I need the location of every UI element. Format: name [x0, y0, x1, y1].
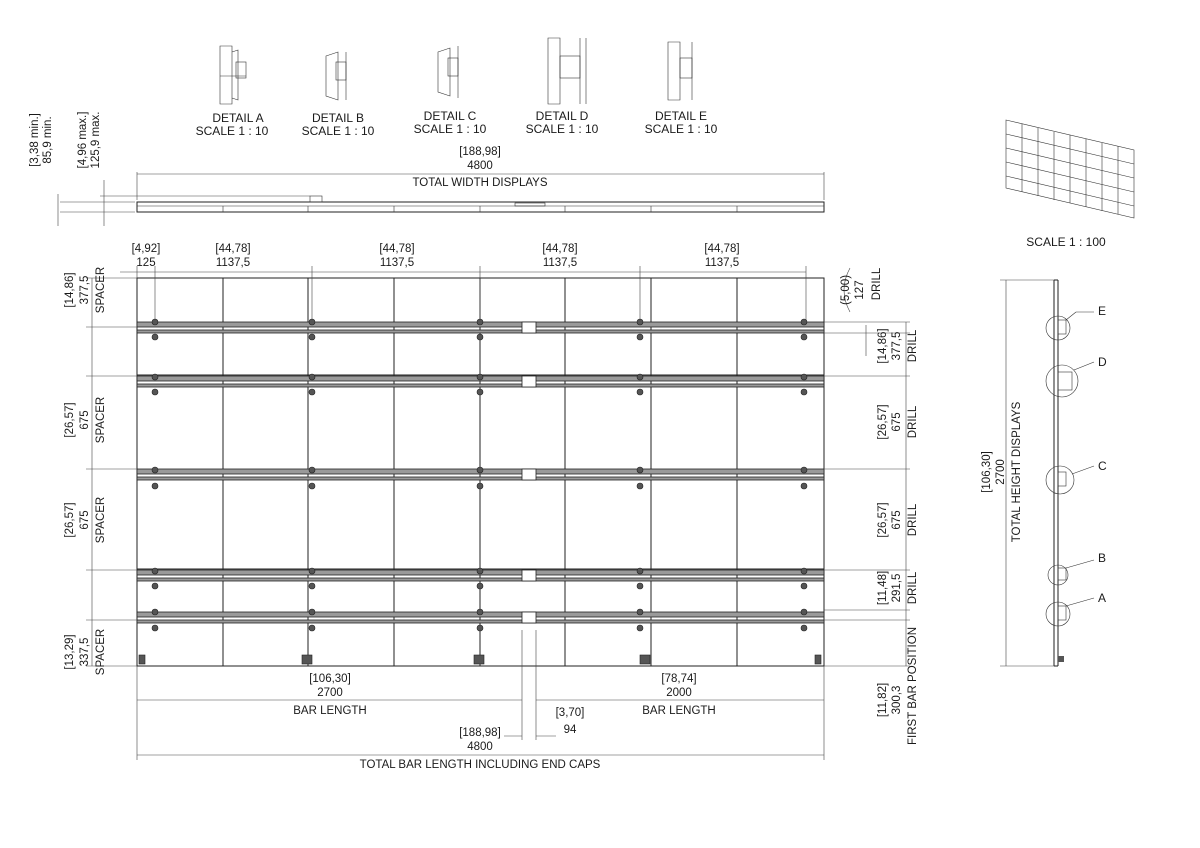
detail-e-name: DETAIL E: [654, 109, 708, 123]
top-dim-3-mm: 1137,5: [379, 257, 415, 269]
top-dim-4-mm: 1137,5: [542, 257, 578, 269]
right-dim-1-in: (5,00): [840, 274, 852, 306]
total-bar-mm: 4800: [467, 741, 493, 753]
left-dim-1-mm: 377,5: [79, 275, 91, 305]
right-dim-2-mm: 377,5: [891, 331, 903, 361]
gap-in: [3,70]: [555, 707, 585, 719]
depth-min-mm: 85,9 min.: [42, 116, 54, 164]
right-dim-5-in: [11,48]: [877, 570, 889, 606]
bar2-mm: 2000: [666, 687, 692, 699]
left-dimension-lines: [86, 278, 137, 666]
side-callout-d: [1046, 362, 1094, 397]
detail-c-scale: SCALE 1 : 10: [413, 122, 487, 136]
left-dim-2-label: SPACER: [95, 396, 107, 444]
right-dim-1-mm: 127: [854, 280, 866, 300]
side-callout-a: [1046, 598, 1094, 626]
depth-min-in: [3,38 min.]: [29, 113, 41, 167]
left-dim-2-in: [26,57]: [64, 402, 76, 438]
total-bar-in: [188,98]: [459, 727, 501, 739]
total-bar-label: TOTAL BAR LENGTH INCLUDING END CAPS: [359, 759, 601, 771]
right-dim-4-mm: 675: [891, 510, 903, 530]
bar1-mm: 2700: [317, 687, 343, 699]
detail-c-name: DETAIL C: [423, 109, 477, 123]
left-dim-4-label: SPACER: [95, 628, 107, 676]
right-dim-5-mm: 291,5: [891, 573, 903, 603]
side-height-mm: 2700: [995, 459, 1007, 485]
left-dim-4-in: [13,29]: [64, 634, 76, 670]
side-callout-c: [1046, 466, 1094, 494]
right-dim-6-mm: 300,3: [891, 685, 903, 715]
detail-d-sketch: [548, 38, 586, 104]
detail-b-name: DETAIL B: [311, 111, 365, 125]
callout-c-label: C: [1098, 459, 1107, 473]
right-dim-1-label: DRILL: [871, 267, 883, 301]
right-dim-4-in: [26,57]: [877, 502, 889, 538]
callout-e-label: E: [1098, 304, 1107, 318]
top-dim-5-in: [44,78]: [704, 243, 740, 255]
gap-mm: 94: [563, 724, 577, 736]
top-dim-2-mm: 1137,5: [215, 257, 251, 269]
side-height-in: [106,30]: [981, 451, 993, 493]
top-dim-4-in: [44,78]: [542, 243, 578, 255]
detail-a-name: DETAIL A: [212, 111, 264, 125]
detail-e-scale: SCALE 1 : 10: [644, 122, 718, 136]
right-dim-2-in: [14,86]: [877, 328, 889, 364]
left-dim-3-in: [26,57]: [64, 502, 76, 538]
depth-max-in: [4,96 max.]: [77, 111, 89, 169]
side-view: [1000, 280, 1064, 666]
depth-max-mm: 125,9 max.: [90, 111, 102, 169]
right-dim-3-in: [26,57]: [877, 404, 889, 440]
detail-b-scale: SCALE 1 : 10: [301, 124, 375, 138]
top-dim-2-in: [44,78]: [215, 243, 251, 255]
top-dim-1-in: [4,92]: [131, 243, 161, 255]
left-dim-4-mm: 337,5: [79, 637, 91, 667]
right-dim-3-label: DRILL: [907, 405, 919, 439]
bar1-in: [106,30]: [309, 673, 351, 685]
detail-b-sketch: [326, 52, 346, 100]
left-dim-1-in: [14,86]: [64, 272, 76, 308]
top-dim-3-in: [44,78]: [379, 243, 415, 255]
detail-e-sketch: [668, 42, 692, 100]
right-dim-2-label: DRILL: [907, 329, 919, 363]
top-width-in: [188,98]: [459, 146, 501, 158]
detail-d-name: DETAIL D: [535, 109, 589, 123]
top-dim-1-mm: 125: [136, 257, 156, 269]
detail-a-sketch: [220, 46, 246, 104]
callout-d-label: D: [1098, 355, 1107, 369]
right-dim-5-label: DRILL: [907, 571, 919, 605]
bar2-in: [78,74]: [661, 673, 697, 685]
right-dimension-lines: [824, 268, 910, 666]
right-dim-6-label: FIRST BAR POSITION: [907, 627, 919, 745]
left-dim-2-mm: 675: [79, 410, 91, 430]
left-dim-3-mm: 675: [79, 510, 91, 530]
right-dim-4-label: DRILL: [907, 503, 919, 537]
top-width-mm: 4800: [467, 160, 493, 172]
detail-c-sketch: [438, 46, 458, 98]
top-dim-5-mm: 1137,5: [704, 257, 740, 269]
left-dim-3-label: SPACER: [95, 496, 107, 544]
top-width-label: TOTAL WIDTH DISPLAYS: [412, 177, 548, 189]
side-callout-b: [1048, 560, 1094, 585]
callout-b-label: B: [1098, 551, 1107, 565]
side-height-label: TOTAL HEIGHT DISPLAYS: [1011, 401, 1023, 543]
left-dim-1-label: SPACER: [95, 266, 107, 314]
side-callout-e: [1046, 312, 1094, 340]
isometric-scale-label: SCALE 1 : 100: [1026, 235, 1106, 249]
callout-a-label: A: [1098, 591, 1107, 605]
right-dim-6-in: [11,82]: [877, 682, 889, 718]
isometric-wall-preview: [1006, 120, 1134, 218]
right-dim-3-mm: 675: [891, 412, 903, 432]
detail-d-scale: SCALE 1 : 10: [525, 122, 599, 136]
detail-a-scale: SCALE 1 : 10: [195, 124, 269, 138]
bar2-label: BAR LENGTH: [642, 705, 716, 717]
bar1-label: BAR LENGTH: [293, 705, 367, 717]
